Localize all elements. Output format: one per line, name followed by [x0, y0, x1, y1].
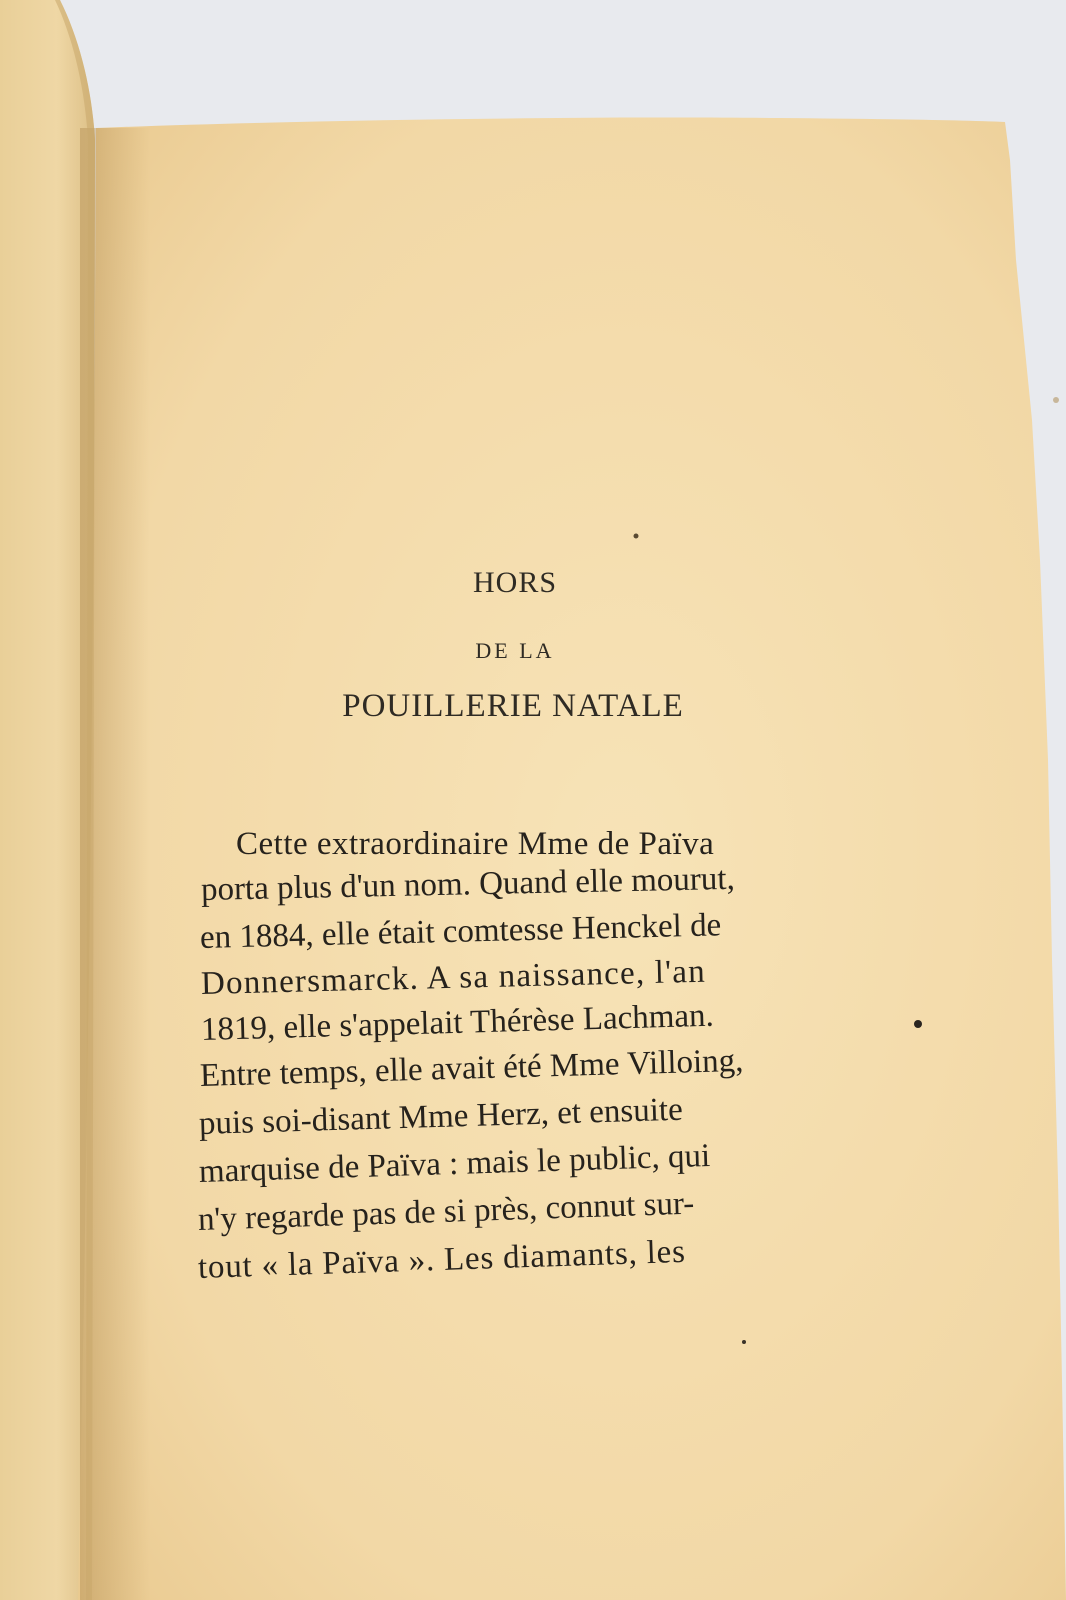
body-line: Cette extraordinaire Mme de Païva [236, 826, 715, 862]
body-line: n'y regarde pas de si près, connut sur- [197, 1185, 695, 1238]
body-line: en 1884, elle était comtesse Henckel de [199, 907, 722, 956]
body-line: 1819, elle s'appelait Thérèse Lachman. [200, 997, 715, 1048]
chapter-title-line-1: HORS [472, 566, 558, 599]
body-line: tout « la Païva ». Les diamants, les [197, 1233, 687, 1286]
chapter-title-line-2: DE LA [475, 638, 555, 663]
body-line: puis soi-disant Mme Herz, et ensuite [198, 1091, 684, 1142]
body-line: Entre temps, elle avait été Mme Villoing, [199, 1042, 744, 1094]
chapter-title-line-3: POUILLERIE NATALE [342, 688, 684, 724]
body-line: Donnersmarck. A sa naissance, l'an [200, 953, 707, 1002]
body-line: porta plus d'un nom. Quand elle mourut, [200, 860, 736, 908]
body-line: marquise de Païva : mais le public, qui [198, 1137, 711, 1190]
